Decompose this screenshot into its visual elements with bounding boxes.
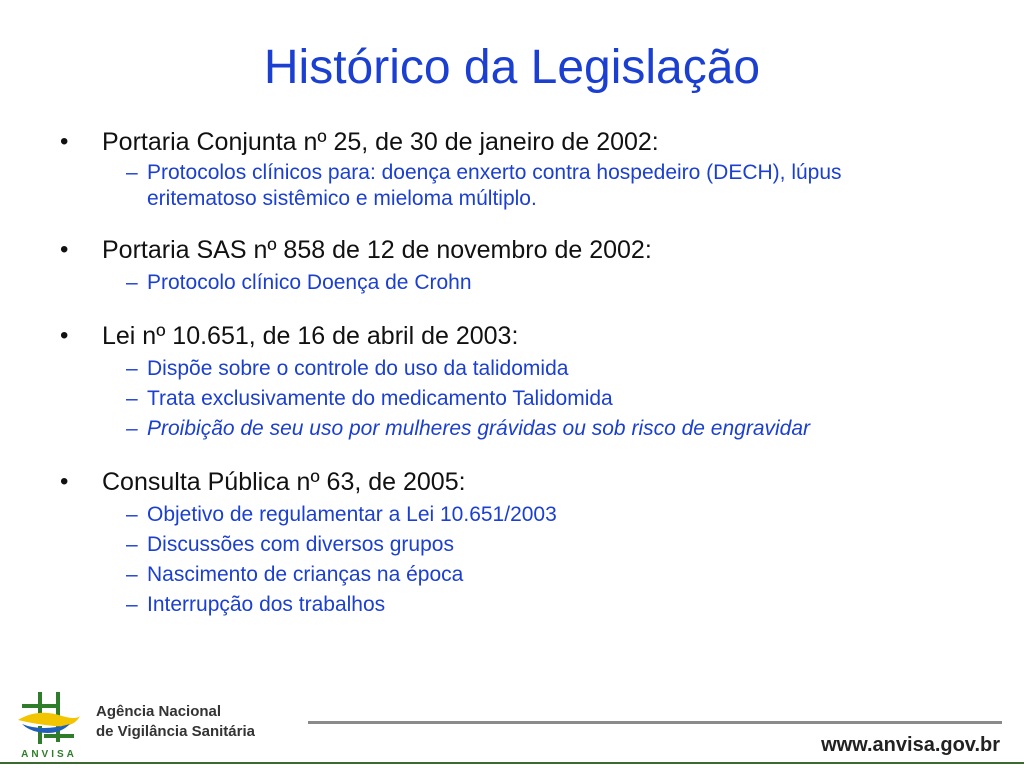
dash-icon: –	[126, 503, 138, 526]
anvisa-logo-text: ANVISA	[21, 749, 77, 760]
sub-item	[60, 500, 980, 530]
sub-item	[60, 268, 980, 298]
sub-item-text: Proibição de seu uso por mulheres grávidas ou sob risco de engravidar	[147, 417, 811, 440]
anvisa-logo-icon	[14, 690, 84, 760]
sub-item-text: Nascimento de crianças na época	[147, 563, 464, 586]
sub-list	[60, 160, 980, 212]
sub-item-text: Protocolo clínico Doença de Crohn	[147, 271, 472, 294]
sub-item-text: Dispõe sobre o controle do uso da talidomida	[147, 357, 569, 380]
agency-name-line1: Agência Nacional	[96, 703, 222, 720]
sub-item	[60, 414, 980, 444]
bullet-dot-icon: •	[60, 128, 69, 155]
bullet-text: Lei nº 10.651, de 16 de abril de 2003:	[102, 322, 519, 350]
dash-icon: –	[126, 533, 138, 556]
bullet-heading	[60, 126, 980, 158]
agency-name	[96, 702, 255, 742]
sub-item	[60, 160, 980, 212]
website-url: www.anvisa.gov.br	[821, 734, 1000, 756]
bullet-dot-icon: •	[60, 468, 69, 495]
sub-list	[60, 500, 980, 620]
bullet-dot-icon: •	[60, 322, 69, 349]
sub-item-text: Objetivo de regulamentar a Lei 10.651/2003	[147, 503, 557, 526]
bullet-heading	[60, 234, 980, 266]
section-consulta-publica	[60, 466, 980, 620]
bottom-divider	[0, 762, 1024, 764]
bullet-text: Portaria SAS nº 858 de 12 de novembro de 2002:	[102, 236, 652, 264]
bullet-heading	[60, 320, 980, 352]
sub-item	[60, 560, 980, 590]
sub-item	[60, 384, 980, 414]
bullet-text: Consulta Pública nº 63, de 2005:	[102, 468, 466, 496]
sub-list	[60, 268, 980, 298]
dash-icon: –	[126, 271, 138, 294]
bullet-text: Portaria Conjunta nº 25, de 30 de janeiro de 2002:	[102, 128, 659, 156]
footer-divider	[308, 721, 1002, 724]
bullet-dot-icon: •	[60, 236, 69, 263]
agency-name-line2: de Vigilância Sanitária	[96, 723, 255, 740]
dash-icon: –	[126, 357, 138, 380]
sub-item	[60, 354, 980, 384]
sub-item-text: Trata exclusivamente do medicamento Talidomida	[147, 387, 613, 410]
sub-item-text: Interrupção dos trabalhos	[147, 593, 386, 616]
dash-icon: –	[126, 563, 138, 586]
dash-icon: –	[126, 387, 138, 410]
sub-item-text: Protocolos clínicos para: doença enxerto contra hospedeiro (DECH), lúpus eritematoso sistêmico e mieloma múltiplo.	[147, 161, 842, 210]
bullet-heading	[60, 466, 980, 498]
sub-list	[60, 354, 980, 444]
sub-item	[60, 530, 980, 560]
dash-icon: –	[126, 161, 138, 184]
section-portaria-sas	[60, 234, 980, 298]
sub-item-text: Discussões com diversos grupos	[147, 533, 454, 556]
dash-icon: –	[126, 417, 138, 440]
section-lei-10651	[60, 320, 980, 444]
slide-content	[60, 126, 980, 620]
slide-title: Histórico da Legislação	[263, 41, 761, 94]
section-portaria-conjunta	[60, 126, 980, 212]
dash-icon: –	[126, 593, 138, 616]
sub-item	[60, 590, 980, 620]
